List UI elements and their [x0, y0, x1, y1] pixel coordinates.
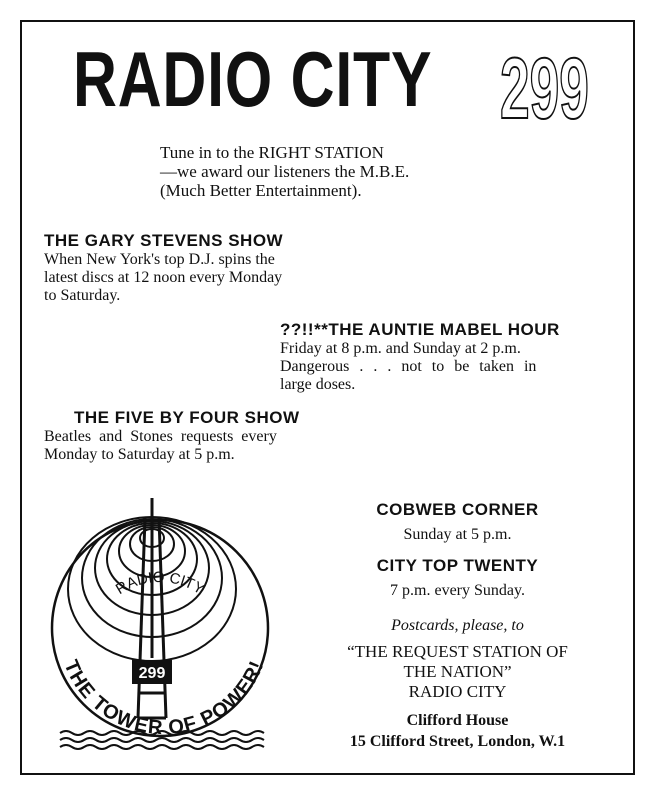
show-auntie-mabel — [280, 320, 627, 394]
address-line: 15 Clifford Street, London, W.1 — [349, 733, 566, 750]
show-line: Friday at 8 p.m. and Sunday at 2 p.m. — [280, 340, 521, 357]
show-top-twenty-time: 7 p.m. every Sunday. — [390, 582, 525, 599]
logo-inner-text: RADIO CITY — [112, 568, 208, 599]
show-cobweb-time: Sunday at 5 p.m. — [403, 526, 512, 543]
show-description — [44, 251, 283, 305]
show-title: THE GARY STEVENS SHOW — [44, 231, 284, 250]
station-title: RADIO CITY — [73, 35, 433, 123]
address-line: Clifford House — [406, 712, 509, 729]
show-line: Dangerous . . . not to be taken in — [280, 358, 537, 375]
show-cobweb-title: COBWEB CORNER — [376, 500, 539, 519]
show-line: When New York's top D.J. spins the — [44, 251, 275, 268]
show-line: to Saturday. — [44, 287, 121, 304]
station-frequency: 299 — [500, 41, 589, 137]
request-station-block — [305, 642, 610, 702]
show-line: Monday to Saturday at 5 p.m. — [44, 446, 235, 463]
logo-slogan: THE TOWER OF POWER! — [59, 657, 269, 740]
show-top-twenty-title: CITY TOP TWENTY — [376, 556, 539, 575]
show-description — [44, 428, 300, 464]
logo-badge-text: 299 — [138, 665, 166, 682]
intro-line: Tune in to the RIGHT STATION — [160, 143, 384, 162]
show-line: Beatles and Stones requests every — [44, 428, 277, 445]
request-line: RADIO CITY — [408, 682, 507, 701]
intro-text — [160, 143, 409, 200]
postal-address — [305, 710, 610, 752]
show-line: latest discs at 12 noon every Monday — [44, 269, 283, 286]
show-line: large doses. — [280, 376, 356, 393]
radio-tower-logo — [40, 478, 280, 753]
show-five-by-four — [44, 408, 300, 464]
intro-line: —we award our listeners the M.B.E. — [160, 162, 410, 181]
transmitter-tower-icon — [138, 498, 166, 718]
intro-line: (Much Better Entertainment). — [160, 181, 362, 200]
show-gary-stevens — [44, 231, 283, 305]
show-description — [280, 340, 627, 394]
request-line: “THE REQUEST STATION OF — [347, 642, 568, 661]
request-line: THE NATION” — [403, 662, 512, 681]
show-title: THE FIVE BY FOUR SHOW — [74, 408, 300, 427]
show-title: ??!!**THE AUNTIE MABEL HOUR — [280, 320, 560, 339]
postcards-note: Postcards, please, to — [391, 617, 524, 634]
